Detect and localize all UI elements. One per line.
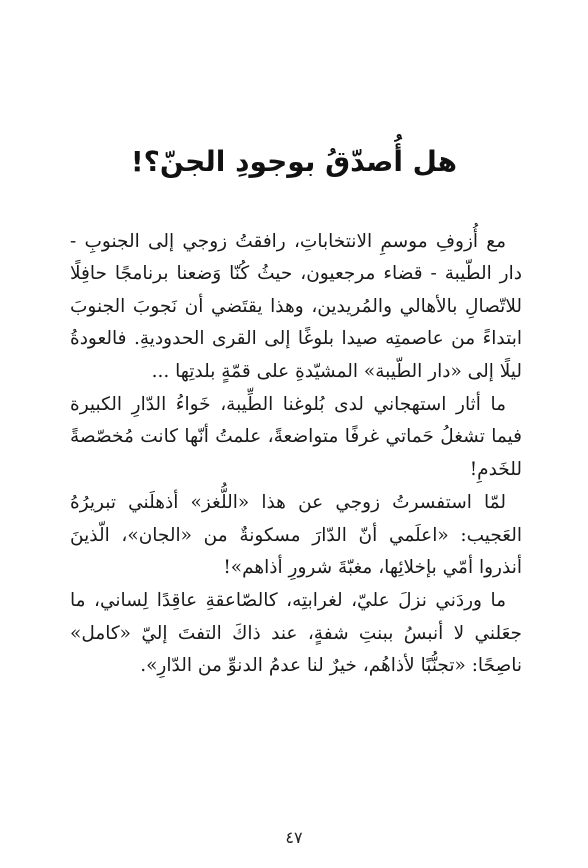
chapter-title: هل أُصدّقُ بوجودِ الجنّ؟! [130, 145, 458, 178]
paragraph-1: مع أُزوفِ موسمِ الانتخاباتِ، رافقتُ زوجي إلى الجنوبِ - دار الطّيبة - قضاء مرجعيون، حيثُ كُنّا وَضعنا برنامجًا حافِلًا للاتّصالِ بالأهالي والمُريدين، وهذا يقتَضي أن نَجوبَ الجنوبَ ابتداءً من عاصمتِه صيدا بلوغًا إلى القرى الحدوديةِ. فالعودةُ ليلًا إلى «دار الطّيبة» المشيّدةِ على قمّةٍ بلدتِها ... [70, 231, 522, 382]
paragraph-4: ما وردَني نزلَ عليّ، لغرابتِه، كالصّاعقةِ عاقِدًا لِساني، ما جعَلني لا أنبسُ ببنتِ شفةٍ، عند ذاكَ التفتَ إليّ «كامل» ناصِحًا: «تجنُّبًا لأذاهُم، خيرٌ لنا عدمُ الدنوِّ من الدّارِ». [70, 590, 522, 677]
page-number: ٤٧ [285, 828, 303, 847]
chapter-body [70, 226, 522, 683]
paragraph-2: ما أثار استهجاني لدى بُلوغنا الطِّيبة، خَواءُ الدّارِ الكبيرة فيما تشغلُ حَماتي غرفًا متواضعةً، علمتُ أنّها كانت مُخصّصةً للخَدمِ! [70, 394, 522, 480]
paragraph-3: لمّا استفسرتُ زوجي عن هذا «اللُّغز» أذهلَني تبريرُهُ العَجيب: «اعلَمي أنّ الدّارَ مسكونةٌ من «الجان»، الّذينَ أنذروا أمّي بإخلائِها، مغبّةَ شرورِ أذاهم»! [70, 492, 522, 579]
